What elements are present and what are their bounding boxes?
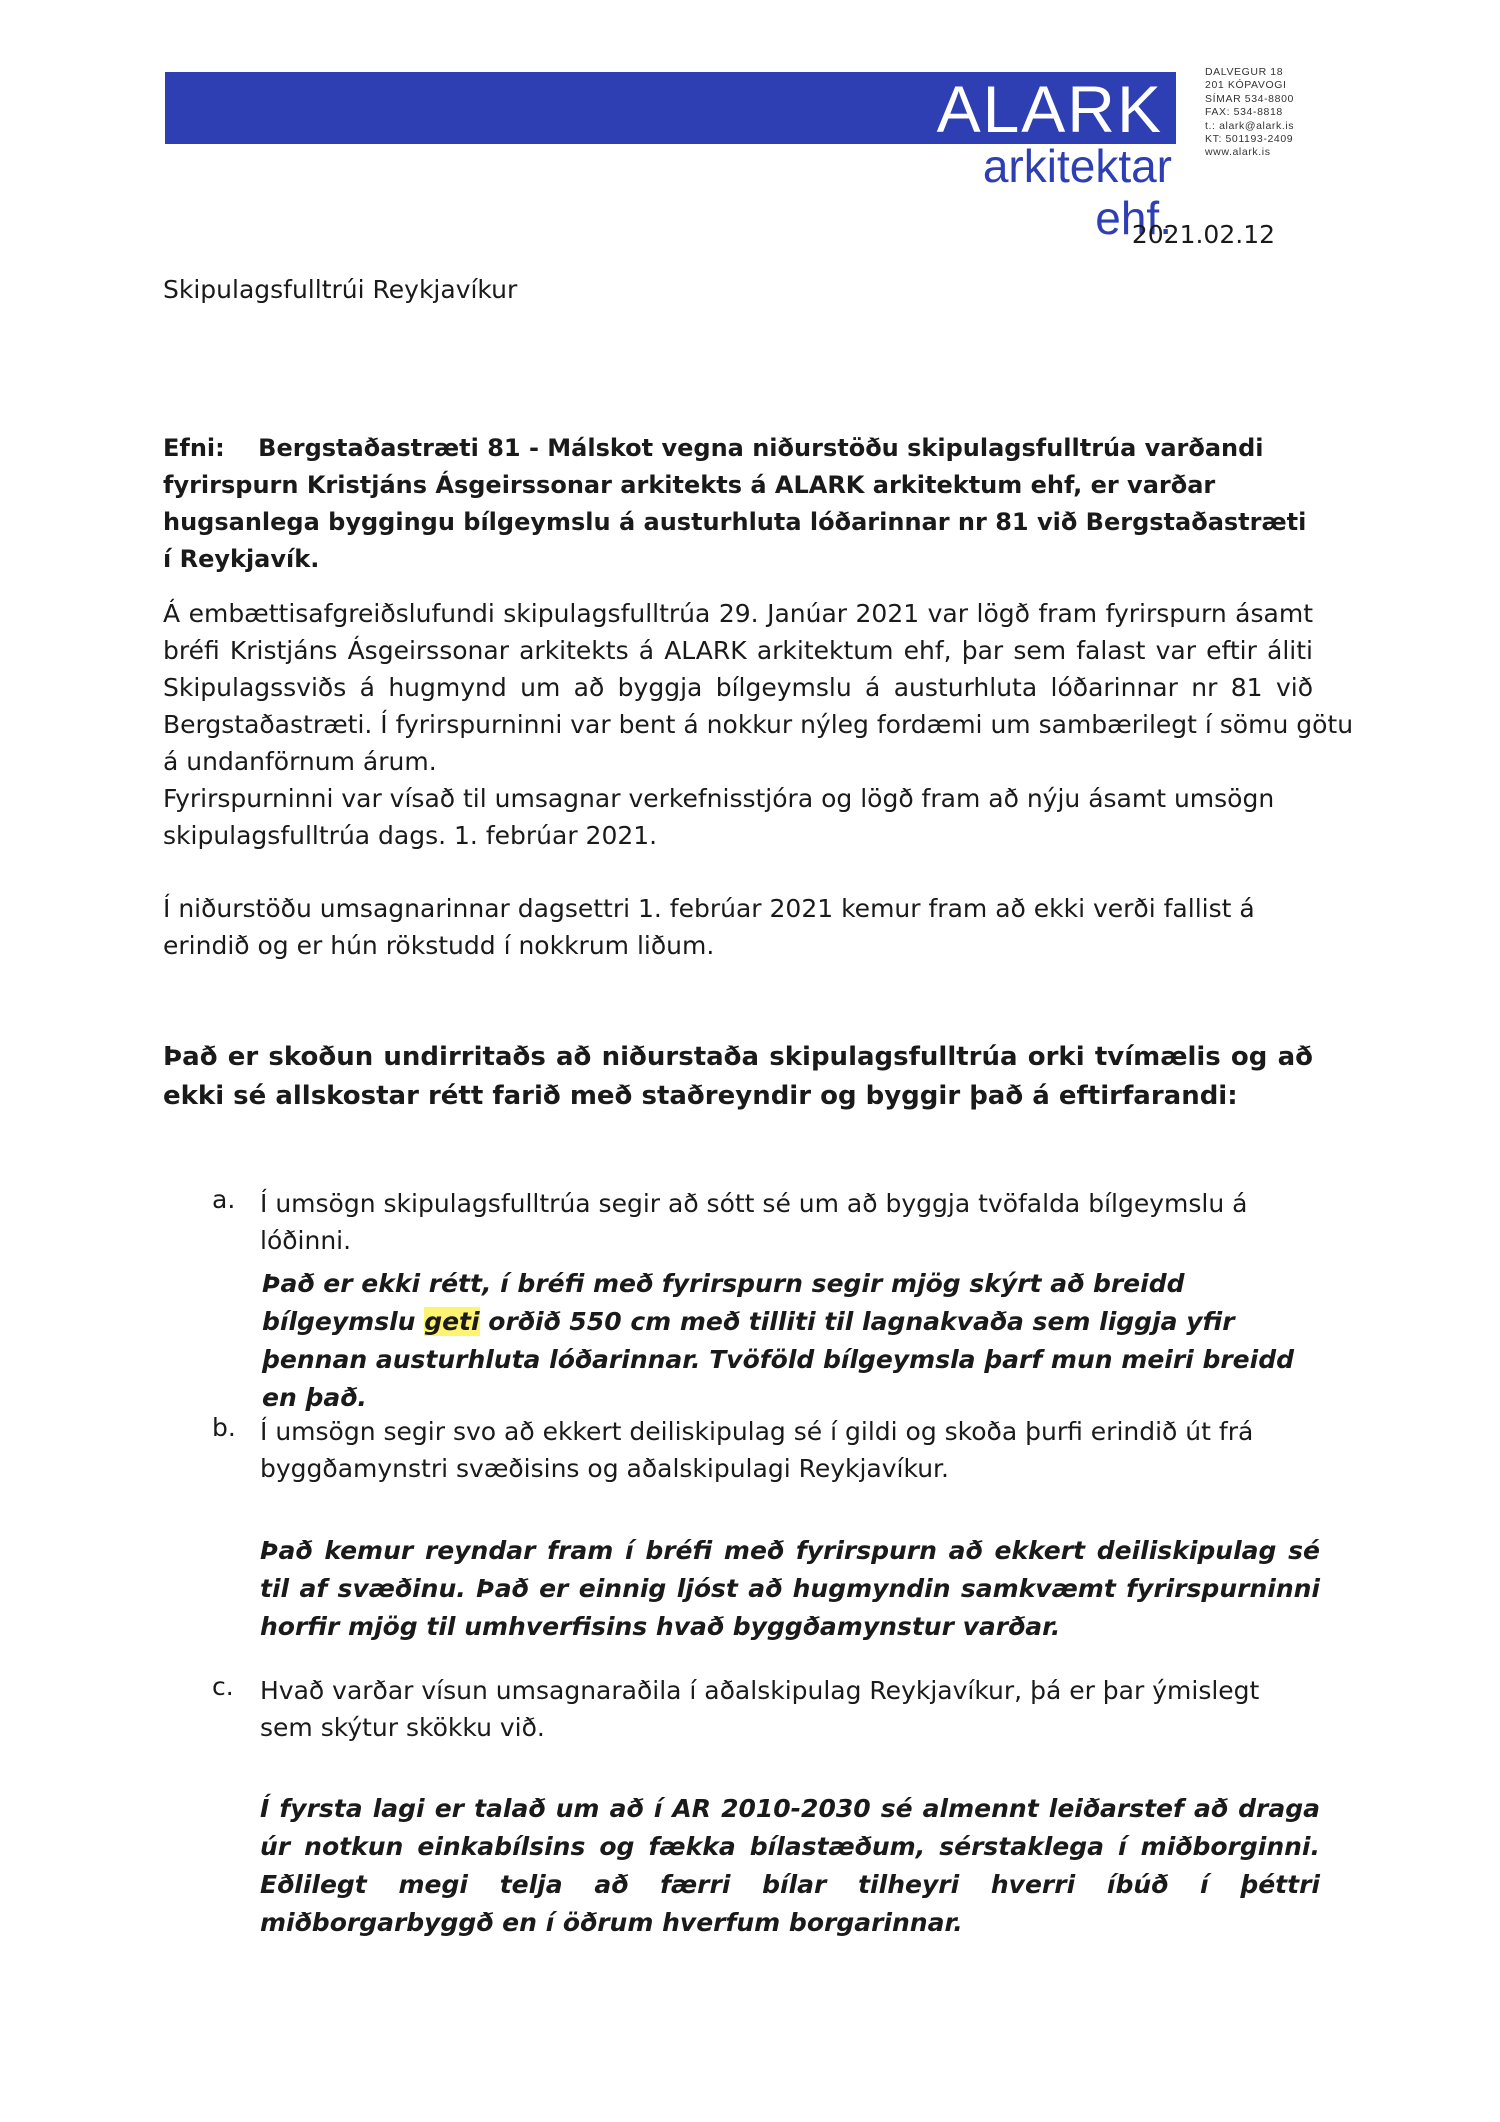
body-paragraph: Fyrirspurninni var vísað til umsagnar verkefnisstjóra og lögð fram að nýju ásamt umsögn skipulagsfulltrúa dags. 1. febrúar 2021. [163, 784, 1275, 850]
letterhead-banner [165, 72, 1176, 144]
company-logo-text: ALARK [936, 72, 1163, 146]
contact-line: KT: 501193-2409 [1205, 133, 1294, 146]
list-item-marker: b. [212, 1413, 236, 1442]
list-item-text: Í umsögn skipulagsfulltrúa segir að sótt sé um að byggja tvöfalda bílgeymslu á lóðinni. [260, 1189, 1248, 1255]
contact-line: DALVEGUR 18 [1205, 66, 1284, 78]
highlighted-word: geti [424, 1307, 480, 1336]
list-item-reply: Í fyrsta lagi er talað um að í AR 2010-2030 sé almennt leiðarstef að draga úr notkun einkabílsins og fækka bílastæðum, sérstaklega í miðborginni. Eðlilegt megi telja að færri bílar tilheyri hverri íbúð í þéttri miðborgarbyggð en í öðrum hverfum borgarinnar. [260, 1794, 1320, 1937]
letter-date: 2021.02.12 [1131, 220, 1275, 249]
list-item-reply: Það kemur reyndar fram í bréfi með fyrirspurn að ekkert deiliskipulag sé til af svæðinu. Það er einnig ljóst að hugmyndin samkvæmt fyrirspurninni horfir mjög til umhverfisins hvað byggðamynstur varðar. [260, 1536, 1320, 1641]
contact-line: t.: alark@alark.is [1205, 119, 1295, 132]
subject [163, 430, 1313, 578]
paragraph-line: á undanförnum árum. [163, 747, 437, 776]
paragraph-line: Skipulagssviðs á hugmynd um að byggja bílgeymslu á austurhluta lóðarinnar nr 81 við [163, 673, 1313, 702]
list-item-reply [262, 1265, 1322, 1417]
list-item-text: Í umsögn segir svo að ekkert deiliskipulag sé í gildi og skoða þurfi erindið út frá byggðamynstri svæðisins og aðalskipulagi Reykjavíkur. [260, 1417, 1254, 1483]
objection-statement: Það er skoðun undirritaðs að niðurstaða skipulagsfulltrúa orki tvímælis og að ekki sé allskostar rétt farið með staðreyndir og byggir það á eftirfarandi: [163, 1042, 1313, 1111]
paragraph-line: Bergstaðastræti. Í fyrirspurninni var bent á nokkur nýleg fordæmi um sambærilegt í sömu götu [163, 710, 1354, 739]
contact-info [1205, 66, 1325, 160]
subject-label: Efni: [163, 434, 225, 462]
body-paragraph [163, 595, 1354, 780]
list-item-marker: c. [212, 1672, 234, 1701]
paragraph-line: Á embættisafgreiðslufundi skipulagsfulltrúa 29. Janúar 2021 var lögð fram fyrirspurn ásamt [163, 599, 1313, 628]
paragraph-line: bréfi Kristjáns Ásgeirssonar arkitekts á ALARK arkitektum ehf, þar sem falast var eftir áliti [163, 636, 1313, 665]
subject-text: Bergstaðastræti 81 - Málskot vegna niðurstöðu skipulagsfulltrúa varðandi fyrirspurn Kristjáns Ásgeirssonar arkitekts á ALARK arkitektum ehf, er varðar hugsanlega byggingu bílgeymslu á austurhluta lóðarinnar nr 81 við Bergstaðastræti í Reykjavík. [163, 434, 1307, 573]
list-item-marker: a. [212, 1185, 236, 1214]
recipient: Skipulagsfulltrúi Reykjavíkur [163, 275, 518, 304]
list-item-text: Hvað varðar vísun umsagnaraðila í aðalskipulag Reykjavíkur, þá er þar ýmislegt sem skýtur skökku við. [260, 1676, 1260, 1742]
body-paragraph: Í niðurstöðu umsagnarinnar dagsettri 1. febrúar 2021 kemur fram að ekki verði fallist á erindið og er hún rökstudd í nokkrum liðum. [163, 894, 1255, 960]
contact-line: www.alark.is [1205, 146, 1271, 159]
contact-line: SÍMAR 534-8800 [1205, 92, 1294, 105]
reply-text: orðið 550 cm með tilliti til lagnakvaða sem liggja yfir þennan austurhluta lóðarinnar. Tvöföld bílgeymsla þarf mun meiri breidd en það. [262, 1307, 1294, 1412]
company-subtitle: arkitektar ehf. [982, 140, 1172, 244]
contact-line: 201 KÓPAVOGI [1205, 79, 1287, 92]
reply-text: Það er ekki rétt, í bréfi með fyrirspurn segir mjög skýrt að breidd bílgeymslu [262, 1269, 1185, 1336]
contact-line: FAX: 534-8818 [1205, 106, 1283, 119]
